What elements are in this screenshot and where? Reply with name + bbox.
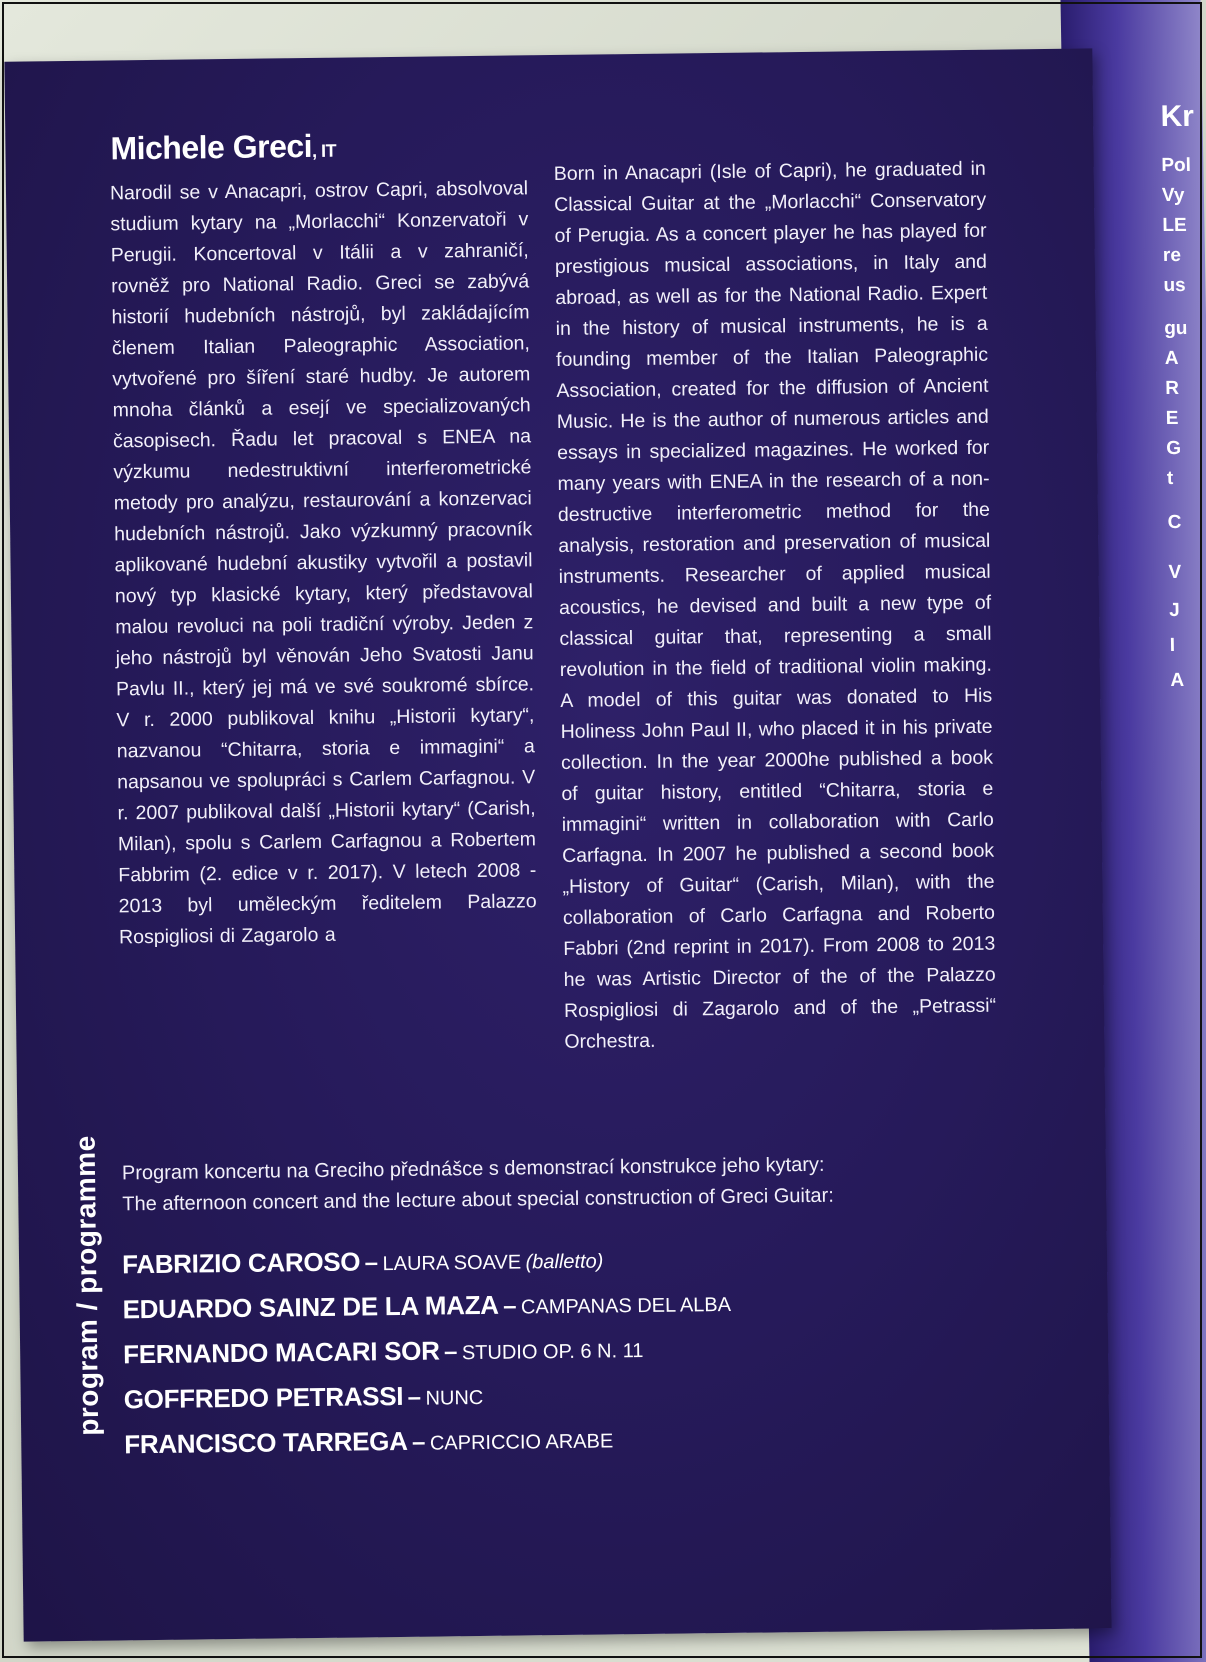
artist-country: , IT — [311, 140, 337, 161]
piece-title: STUDIO OP. 6 N. 11 — [461, 1339, 644, 1365]
composer-name: FABRIZIO CAROSO — [121, 1246, 361, 1280]
peek-line: C — [1167, 512, 1182, 533]
dash: – — [502, 1292, 517, 1320]
bio-czech: Narodil se v Anacapri, ostrov Capri, absolvoval studium kytary na „Morlacchi“ Konzervatoři v Perugii. Koncertoval v Itálii a v zahraničí, rovněž pro National Radio. Greci se zabývá historií hudebních nástrojů, byl zakládajícím členem Italian Paleographic Association, vytvořené pro šíření staré hudby. Je autorem mnoha článků a esejí ve specializovaných časopisech. Řadu let pracoval s ENEA na výzkumu nedestruktivní interferometrické metody pro analýzu, restaurování a konzervaci hudebních nástrojů. Jako výzkumný pracovník aplikované hudební akustiky vytvořil a postavil nový typ klasické kytary, který představoval malou revoluci na poli tradiční výroby. Jeden z jeho nástrojů byl věnován Jeho Svatosti Janu Pavlu II., který jej má ve své soukromé sbírce. V r. 2000 publikoval knihu „Historii kytary“, nazvanou “Chitarra, storia e immagini“ a napsanou ve spolupráci s Carlem Carfagnou. V r. 2007 publikoval další „Historii kytary“ (Carish, Milan), spolu s Carlem Carfagnou a Robertem Fabbrim (2. edice v r. 2017). V letech 2008 - 2013 byl uměleckým ředitelem Palazzo Rospigliosi di Zagarolo a — [109, 177, 537, 949]
piece-note: (balletto) — [525, 1250, 604, 1274]
peek-line: gu — [1164, 318, 1188, 339]
booklet-page — [4, 48, 1111, 1641]
peek-line: E — [1165, 408, 1179, 429]
side-label: program / programme — [69, 1135, 105, 1436]
peek-line: LE — [1162, 215, 1187, 236]
peek-line: Vy — [1161, 185, 1185, 206]
peek-line: I — [1169, 635, 1176, 656]
page-title — [110, 128, 336, 168]
peek-line: us — [1163, 275, 1186, 296]
peek-line: G — [1166, 438, 1182, 459]
peek-line: re — [1162, 245, 1182, 266]
composer-name: GOFFREDO PETRASSI — [123, 1380, 404, 1415]
program-intro — [122, 1148, 1003, 1221]
peek-line: A — [1170, 670, 1185, 691]
piece-title: CAPRICCIO ARABE — [429, 1430, 614, 1455]
dash: – — [443, 1338, 458, 1366]
program-intro-en: The afternoon concert and the lecture about special construction of Greci Guitar: — [122, 1184, 834, 1216]
peek-line: Pol — [1161, 155, 1192, 176]
dash: – — [411, 1428, 426, 1456]
bio-english: Born in Anacapri (Isle of Capri), he graduated in Classical Guitar at the „Morlacchi“ Conservatory of Perugia. As a concert player he has played for prestigious musical associations, in Italy and abroad, as well as for the National Radio. Expert in the history of musical instruments, he is a founding member of the Italian Paleographic Association, created for the diffusion of Ancient Music. He is the author of numerous articles and essays in specialized magazines. He worked for many years with ENEA in the research of a non-destructive interferometric method for the analysis, restoration and preservation of musical instruments. Researcher of applied musical acoustics, he devised and built a new type of classical guitar that, representing a small revolution in the field of traditional violin making. A model of this guitar was donated to His Holiness John Paul II, who placed it in his private collection. In the year 2000he published a book of guitar history, entitled “Chitarra, storia e immagini“ written in collaboration with Carlo Carfagna. In 2007 he published a second book „History of Guitar“ (Carish, Milan), with the collaboration of Carlo Carfagna and Roberto Fabbri (2nd reprint in 2017). From 2008 to 2013 he was Artistic Director of the of the Palazzo Rospigliosi di Zagarolo and of the „Petrassi“ Orchestra. — [553, 157, 997, 1053]
peek-line: J — [1168, 600, 1180, 621]
piece-title: CAMPANAS DEL ALBA — [520, 1293, 732, 1319]
composer-name: FERNANDO MACARI SOR — [123, 1335, 440, 1370]
peek-line: R — [1165, 378, 1180, 399]
dash: – — [407, 1383, 422, 1411]
program-list — [122, 1233, 1025, 1469]
composer-name: EDUARDO SAINZ DE LA MAZA — [122, 1289, 499, 1325]
peek-line: V — [1168, 562, 1182, 583]
artist-name: Michele Greci — [110, 127, 313, 167]
program-intro-cz: Program koncertu na Greciho přednášce s demonstrací konstrukce jeho kytary: — [121, 1153, 825, 1185]
dash: – — [364, 1249, 379, 1277]
piece-title: NUNC — [425, 1386, 484, 1410]
peek-line: t — [1166, 468, 1174, 489]
piece-title: LAURA SOAVE — [382, 1251, 522, 1276]
composer-name: FRANCISCO TARREGA — [124, 1425, 408, 1460]
program-item — [124, 1413, 1024, 1469]
peek-line: A — [1164, 348, 1179, 369]
peek-line: Kr — [1160, 100, 1195, 133]
